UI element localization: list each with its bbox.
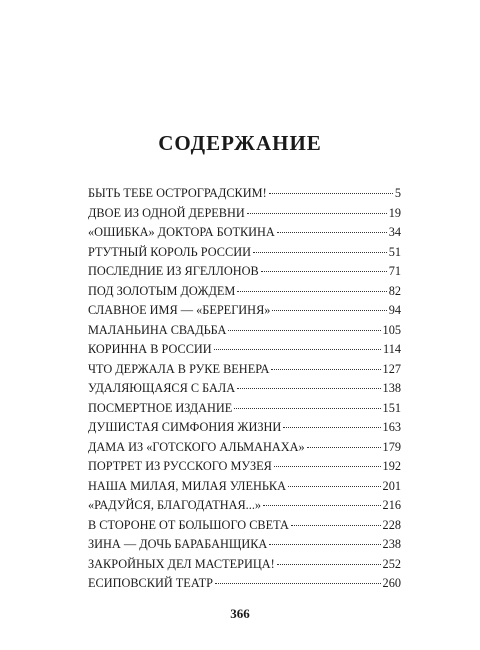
dot-leader (261, 271, 387, 272)
toc-entry (88, 340, 401, 360)
toc-entry-title: ДАМА ИЗ «ГОТСКОГО АЛЬМАНАХА» (88, 439, 305, 454)
toc-entry-page: 19 (388, 205, 401, 220)
toc-entry-title: НАША МИЛАЯ, МИЛАЯ УЛЕНЬКА (88, 478, 287, 493)
toc-entry-title: МАЛАНЬИНА СВАДЬБА (88, 322, 227, 337)
toc-entry (88, 574, 401, 594)
dot-leader (263, 505, 380, 506)
dot-leader (253, 252, 387, 253)
toc-entry-title: УДАЛЯЮЩАЯСЯ С БАЛА (88, 381, 236, 395)
toc-entry (88, 282, 401, 302)
toc-entry-page: 114 (383, 342, 401, 356)
toc-entry (88, 438, 401, 458)
toc-entry-page: 260 (382, 576, 401, 590)
toc-entry (88, 262, 401, 282)
dot-leader (234, 408, 380, 409)
dot-leader (272, 310, 386, 311)
toc-entry (88, 418, 401, 438)
toc-entry-title: ДУШИСТАЯ СИМФОНИЯ ЖИЗНИ (88, 420, 282, 434)
dot-leader (237, 388, 380, 389)
toc-entry-title: ДВОЕ ИЗ ОДНОЙ ДЕРЕВНИ (88, 205, 245, 220)
toc-entry-page: 51 (388, 244, 401, 259)
toc-entry-title: СЛАВНОЕ ИМЯ — «БЕРЕГИНЯ» (88, 303, 271, 317)
dot-leader (215, 583, 381, 584)
toc-entry-title: ПОРТРЕТ ИЗ РУССКОГО МУЗЕЯ (88, 459, 272, 473)
toc-entry-title: КОРИННА В РОССИИ (88, 342, 212, 356)
toc-entry-title: БЫТЬ ТЕБЕ ОСТРОГРАДСКИМ! (88, 186, 267, 200)
toc-entry (88, 360, 401, 380)
toc-entry-page: 138 (382, 381, 401, 395)
dot-leader (288, 486, 381, 487)
toc-entry (88, 555, 401, 575)
toc-entry (88, 457, 401, 477)
toc-entry-page: 201 (382, 478, 401, 493)
toc-entry-title: «ОШИБКА» ДОКТОРА БОТКИНА (88, 225, 275, 239)
toc-entry (88, 321, 401, 341)
dot-leader (277, 232, 387, 233)
toc-entry-title: В СТОРОНЕ ОТ БОЛЬШОГО СВЕТА (88, 517, 289, 532)
toc-entry-page: 238 (382, 537, 401, 551)
toc-entry (88, 496, 401, 516)
toc-entry-title: «РАДУЙСЯ, БЛАГОДАТНАЯ...» (88, 498, 262, 512)
toc-entry-page: 216 (382, 498, 401, 512)
toc-entry-page: 151 (382, 400, 401, 415)
toc-entry (88, 204, 401, 224)
toc-entry (88, 243, 401, 263)
dot-leader (247, 213, 387, 214)
toc-entry-page: 5 (394, 186, 401, 200)
dot-leader (269, 193, 393, 194)
dot-leader (291, 525, 381, 526)
toc-entry-page: 192 (382, 459, 401, 473)
dot-leader (277, 564, 381, 565)
dot-leader (274, 466, 381, 467)
toc-entry (88, 184, 401, 204)
toc-entry (88, 477, 401, 497)
dot-leader (237, 291, 386, 292)
toc-entry-page: 34 (388, 225, 401, 239)
dot-leader (214, 349, 381, 350)
toc-entry-page: 228 (382, 517, 401, 532)
dot-leader (228, 330, 380, 331)
toc-entry-page: 252 (382, 556, 401, 571)
toc-entry-title: ПОД ЗОЛОТЫМ ДОЖДЕМ (88, 283, 236, 298)
toc-entry (88, 301, 401, 321)
toc-entry-title: ЧТО ДЕРЖАЛА В РУКЕ ВЕНЕРА (88, 361, 270, 376)
page-title: СОДЕРЖАНИЕ (158, 131, 322, 155)
toc-entry-page: 163 (382, 420, 401, 434)
toc-entry-title: ПОСМЕРТНОЕ ИЗДАНИЕ (88, 400, 233, 415)
toc-entry (88, 379, 401, 399)
toc-entry-page: 94 (388, 303, 401, 317)
toc-entry (88, 399, 401, 419)
toc-entry (88, 535, 401, 555)
toc-entry-page: 105 (382, 322, 401, 337)
dot-leader (307, 447, 381, 448)
toc-entry-title: ЕСИПОВСКИЙ ТЕАТР (88, 576, 213, 590)
dot-leader (283, 427, 380, 428)
dot-leader (271, 369, 380, 370)
toc-entry-page: 127 (382, 361, 401, 376)
toc-entry-page: 71 (388, 264, 401, 278)
toc-entry-page: 179 (382, 439, 401, 454)
page-number: 366 (230, 606, 250, 621)
toc-entry-title: ПОСЛЕДНИЕ ИЗ ЯГЕЛЛОНОВ (88, 264, 259, 278)
toc-entry-page: 82 (388, 283, 401, 298)
toc-entry-title: ЗИНА — ДОЧЬ БАРАБАНЩИКА (88, 537, 268, 551)
dot-leader (269, 544, 380, 545)
table-of-contents (88, 184, 401, 594)
toc-entry-title: ЗАКРОЙНЫХ ДЕЛ МАСТЕРИЦА! (88, 556, 275, 571)
toc-entry-title: РТУТНЫЙ КОРОЛЬ РОССИИ (88, 244, 251, 259)
toc-entry (88, 516, 401, 536)
toc-entry (88, 223, 401, 243)
